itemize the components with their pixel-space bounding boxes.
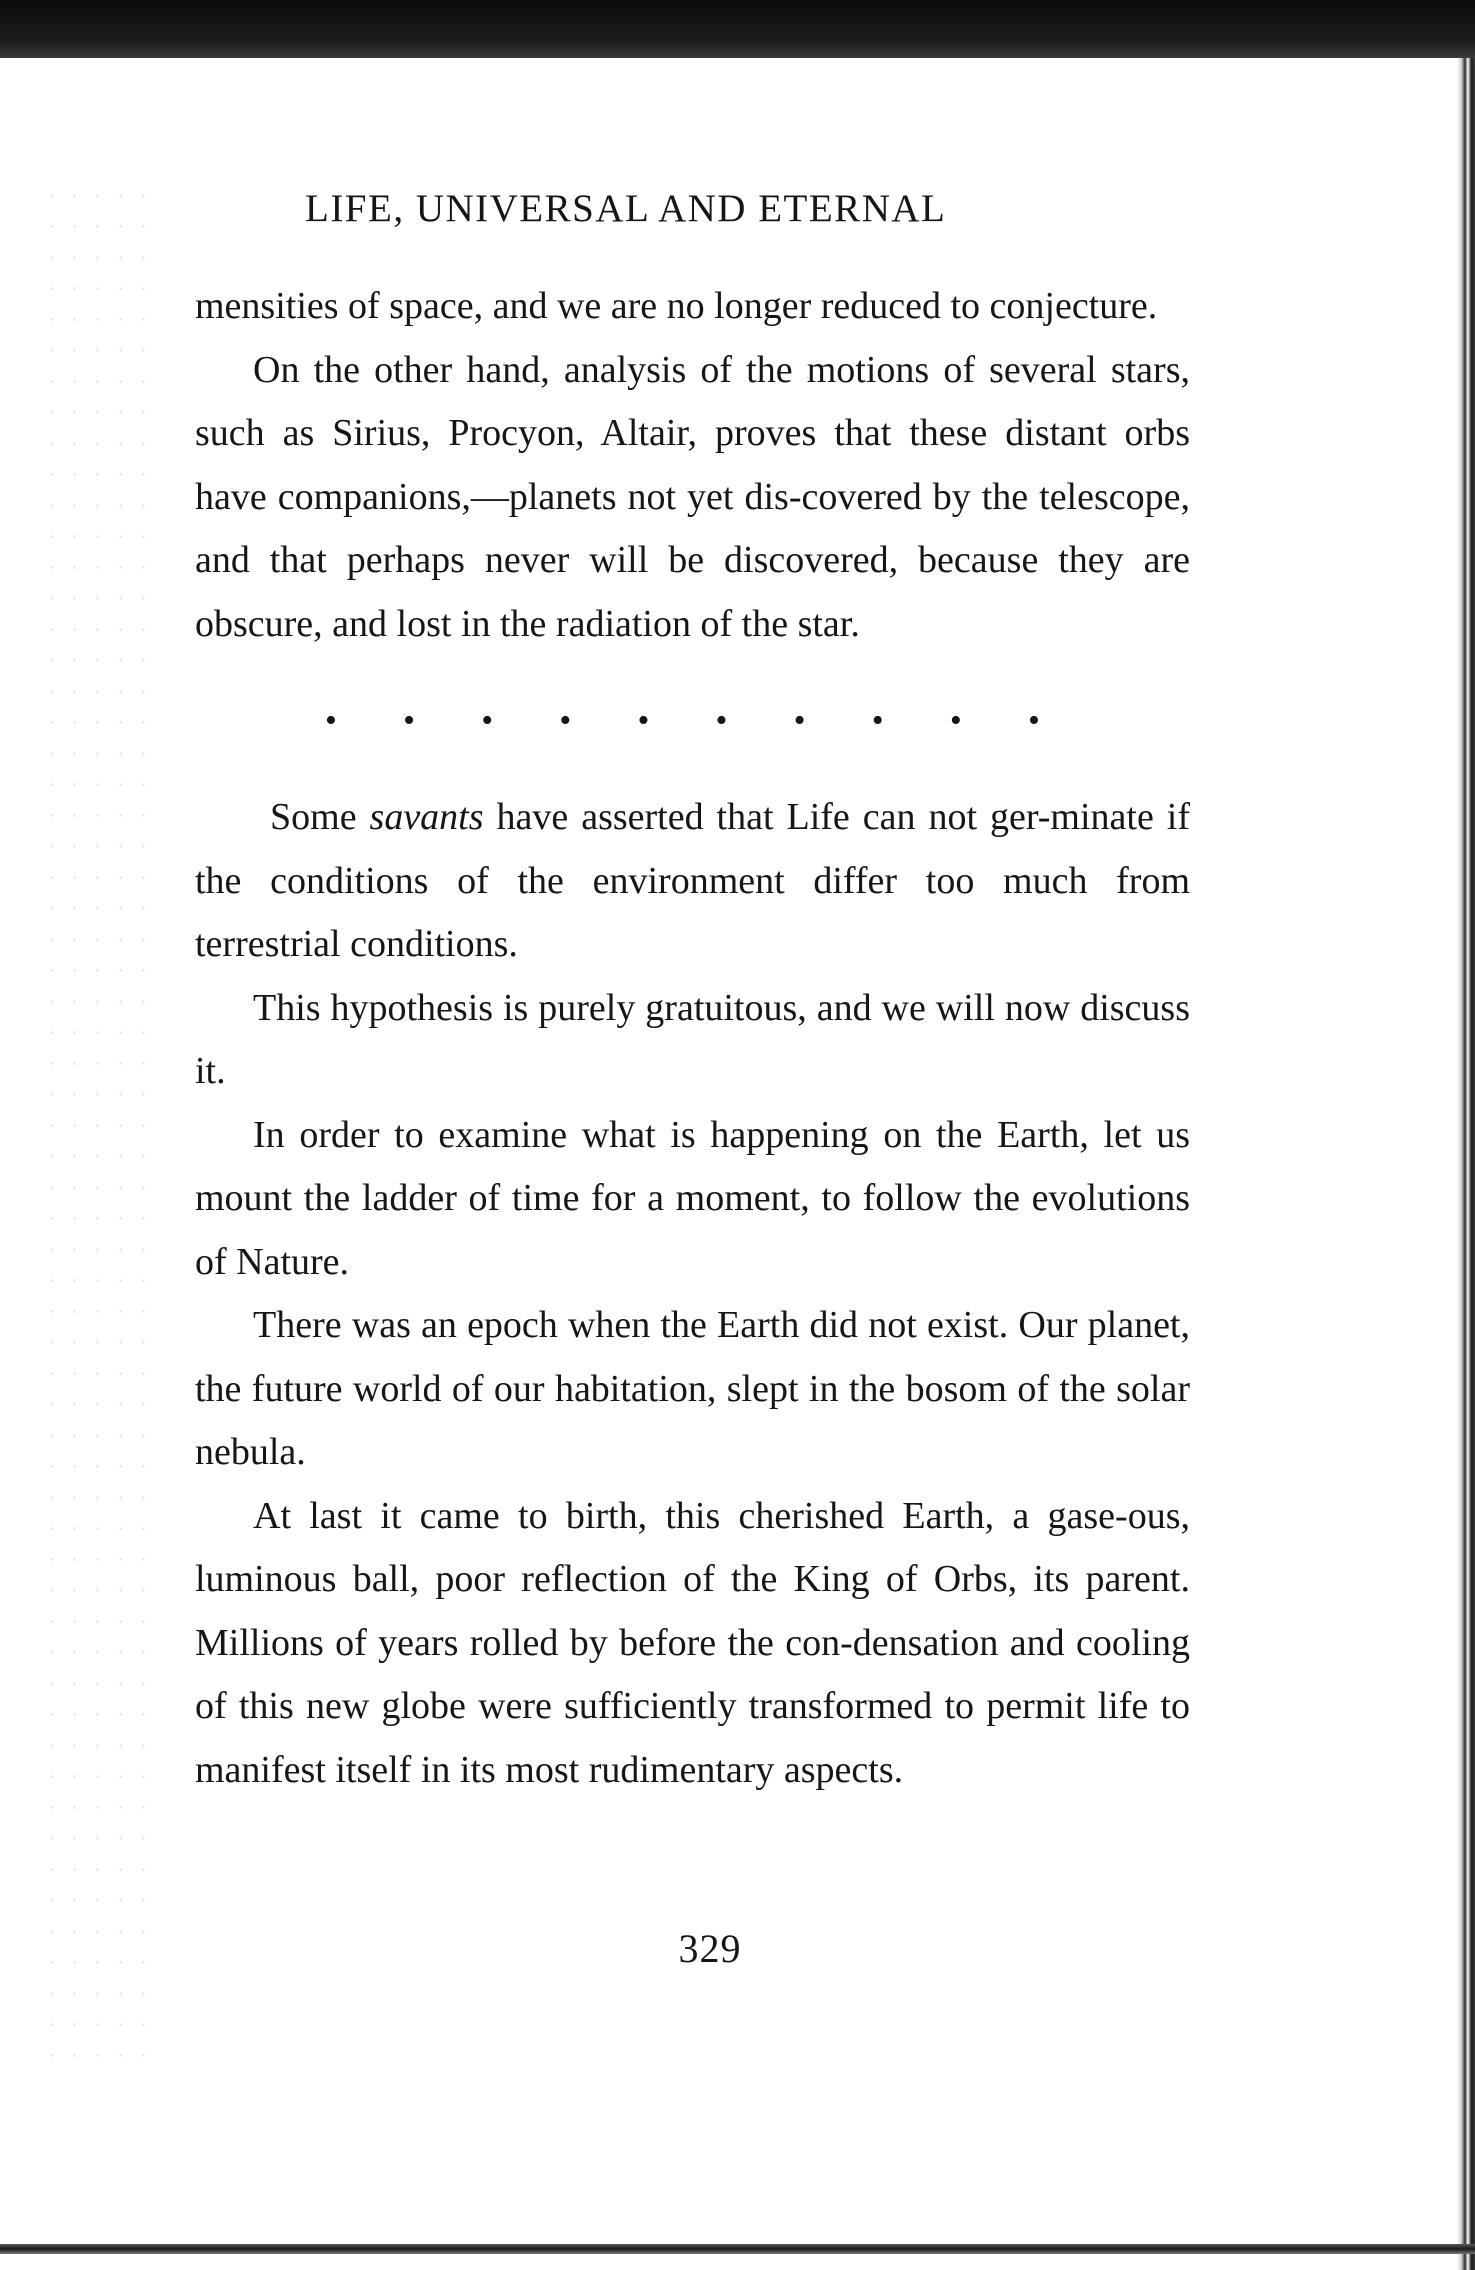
section-break-dot: • bbox=[1027, 702, 1040, 739]
section-break-dot: • bbox=[871, 702, 884, 739]
body-text bbox=[195, 275, 1190, 1802]
paragraph-6: There was an epoch when the Earth did not exist. Our planet, the future world of our habitation, slept in the bosom of the solar nebula. bbox=[195, 1304, 1190, 1473]
paragraph-2: On the other hand, analysis of the motions of several stars, such as Sirius, Procyon, Altair, proves that these distant orbs have companions,—planets not yet dis-covered by the telescope, and that perhaps never will be discovered, because they are obscure, and lost in the radiation of the star. bbox=[195, 348, 1190, 645]
gutter-speckle bbox=[40, 180, 160, 2080]
section-break-dot: • bbox=[325, 702, 337, 739]
section-break-dot: • bbox=[481, 702, 494, 739]
page-number: 329 bbox=[678, 1926, 742, 1971]
section-break-dot: • bbox=[715, 702, 728, 739]
scan-right-edge bbox=[1457, 58, 1475, 2270]
section-break bbox=[195, 656, 1190, 786]
paragraph-4: This hypothesis is purely gratuitous, and we will now discuss it. bbox=[195, 986, 1190, 1092]
paragraph-3-italic: savants bbox=[369, 796, 484, 838]
section-break-dot: • bbox=[559, 702, 572, 739]
paragraph-5: In order to examine what is happening on the Earth, let us mount the ladder of time for a moment, to follow the evolutions of Nature. bbox=[195, 1113, 1190, 1283]
paragraph-1: mensities of space, and we are no longer reduced to conjecture. bbox=[195, 285, 1158, 327]
section-break-dot: • bbox=[403, 702, 416, 739]
paragraph-3-end: have asserted that Life can not ger-minate if the conditions of the environment differ too much from terrestrial conditions. bbox=[195, 796, 1190, 965]
running-head: LIFE, UNIVERSAL AND ETERNAL bbox=[305, 187, 947, 230]
section-break-dot: • bbox=[637, 702, 650, 739]
paragraph-3-start: Some bbox=[270, 796, 370, 838]
scan-bottom-edge bbox=[0, 2244, 1475, 2254]
paragraph-7: At last it came to birth, this cherished Earth, a gase-ous, luminous ball, poor reflection of the King of Orbs, its parent. Millions of years rolled by before the con-densation and cooling of this new globe were sufficiently transformed to permit life to manifest itself in its most rudimentary aspects. bbox=[195, 1494, 1190, 1791]
scan-top-edge bbox=[0, 0, 1475, 58]
section-break-dot: • bbox=[793, 702, 806, 739]
section-break-dot: • bbox=[949, 702, 962, 739]
paragraph-3 bbox=[195, 786, 1190, 977]
